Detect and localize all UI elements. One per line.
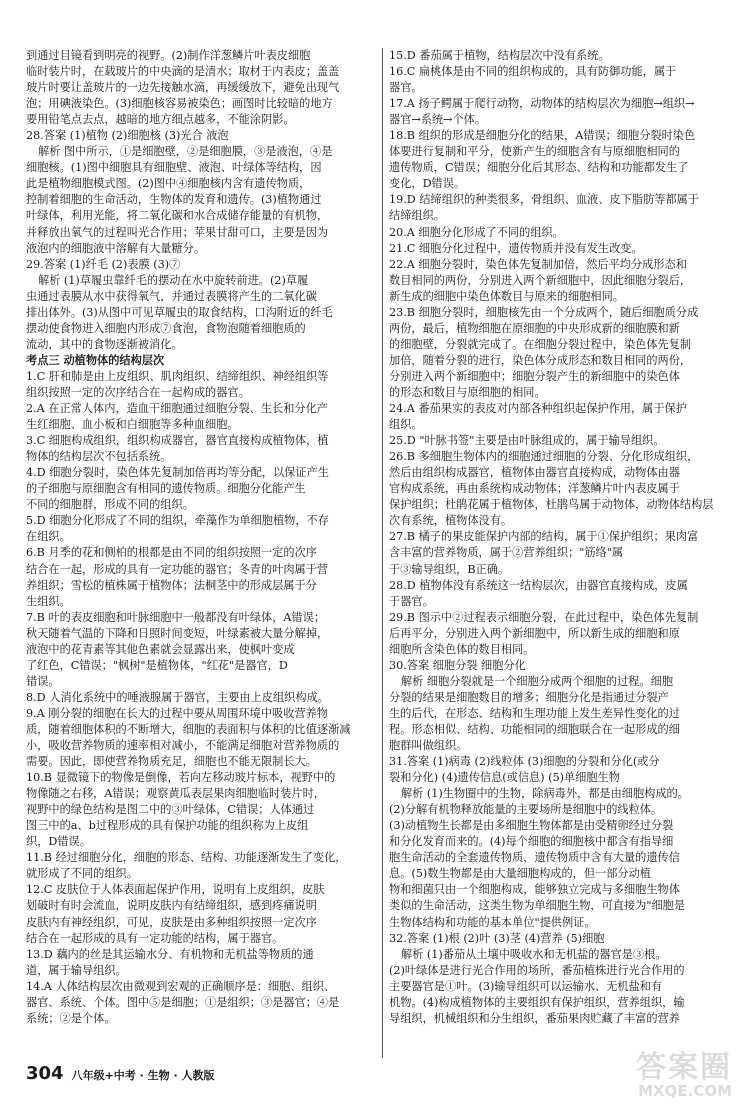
text-line: 次有系统，植物体没有。: [389, 514, 513, 528]
text-line: 息。(5)数生物都是由大量细胞构成的，但一部分动植: [389, 867, 651, 881]
text-line: 物体的结构层次不包括系统。: [26, 450, 172, 464]
text-line: 控制着细胞的生命活动，生物体的发育和遗传。(3)植物通过: [26, 193, 322, 207]
text-line: 就形成了不同的组织。: [26, 867, 138, 881]
text-line: 31.答案 (1)病毒 (2)线粒体 (3)细胞的分裂和分化(或分: [389, 755, 660, 769]
text-line: 组织。: [389, 418, 423, 432]
page-footer: [26, 1063, 214, 1085]
text-line: 13.D 藕内的丝是其运输水分、有机物和无机盐等物质的通: [26, 947, 314, 961]
text-line: 物像随之右移，A错误；观察黄瓜表层果肉细胞临时装片时，: [26, 787, 325, 801]
text-line: 加倍，随着分裂的进行，染色体分成形态和数目相同的两份，: [389, 353, 692, 367]
text-line: 结合在一起形成的具有一定功能的结构，属于器官。: [26, 931, 284, 945]
text-line: 1.C 肝和肺是由上皮组织、肌肉组织、结缔组织、神经组织等: [26, 369, 329, 383]
text-line: 9.A 刚分裂的细胞在长大的过程中要从周围环境中吸收营养物: [26, 706, 328, 720]
text-line: 秋天随着气温的下降和日照时间变短，叶绿素被大量分解掉，: [26, 626, 329, 640]
text-line: 皮肤内有神经组织，可见，皮肤是由多种组织按照一定次序: [26, 915, 317, 929]
text-line: 图三中的a、b过程形成的具有保护功能的组织称为上皮组: [26, 819, 309, 833]
text-line: 细胞核。(1)图中细胞具有细胞壁、液泡、叶绿体等结构，因: [26, 161, 322, 175]
text-line: 新生成的细胞中染色体数目与原来的细胞相同。: [389, 289, 624, 303]
text-line: 官构成系统，再由系统构成动物体；洋葱鳞片叶内表皮属于: [389, 482, 680, 496]
text-line: 裂和分化) (4)遗传信息(或信息) (5)单细胞生物: [389, 771, 620, 785]
book-title: 八年级+中考 · 生物 · 人教版: [71, 1069, 215, 1082]
text-line: 泡；用碘液染色。(3)细胞核容易被染色；画图时比较暗的地方: [26, 97, 333, 111]
text-line: 临时装片时，在载玻片的中央滴的是清水；取材于内表皮；盖盖: [26, 65, 340, 79]
text-line: 结合在一起，形成的具有一定功能的器官；冬青的叶肉属于营: [26, 562, 329, 576]
text-line: 流动，其中的食物逐渐被消化。: [26, 337, 183, 351]
text-line: 生红细胞、血小板和白细胞等多种血细胞。: [26, 418, 239, 432]
text-line: 解析 图中所示，①是细胞壁，②是细胞膜，③是液泡，④是: [38, 145, 333, 159]
text-line: 22.A 细胞分裂时，染色体先复制加倍，然后平均分成形态和: [389, 257, 687, 271]
text-line: 生物体结构和功能的基本单位"提供例证。: [389, 915, 596, 929]
text-line: 考点三 动植物体的结构层次: [26, 353, 165, 367]
text-line: 生的后代，在形态、结构和生理功能上发生差异性变化的过: [389, 706, 680, 720]
text-line: 需要。因此，即使营养物质充足，细胞也不能无限制长大。: [26, 755, 317, 769]
text-line: 液泡中的花青素等其他色素就会显露出来，使枫叶变成: [26, 642, 295, 656]
page-number: 304: [26, 1063, 64, 1084]
text-line: 分裂的结果是细胞数目的增多；细胞分化是指通过分裂产: [389, 690, 669, 704]
text-line: 排出体外。(3)从图中可见草履虫的取食结构，口沟附近的纤毛: [26, 305, 333, 319]
text-line: 于③输导组织，B正确。: [389, 562, 510, 576]
text-line: 3.C 细胞构成组织，组织构成器官，器官直接构成植物体，植: [26, 434, 329, 448]
text-line: 玻片时要让盖玻片的一边先接触水滴，再缓缓放下，避免出现气: [26, 81, 340, 95]
text-line: 8.D 人消化系统中的唾液腺属于器官，主要由上皮组织构成。: [26, 690, 329, 704]
text-line: 29.答案 (1)纤毛 (2)表膜 (3)⑦: [26, 257, 181, 271]
text-line: 18.B 组织的形成是细胞分化的结果，A错误；细胞分裂时染色: [389, 129, 696, 143]
text-line: 虫通过表膜从水中获得氧气，并通过表膜将产生的二氧化碳: [26, 289, 317, 303]
text-line: 21.C 细胞分化过程中，遗传物质并没有发生改变。: [389, 241, 643, 255]
text-line: 30.答案 细胞分裂 细胞分化: [389, 658, 526, 672]
text-line: 的细胞壁，分裂就完成了。在细胞分裂过程中，染色体先复制: [389, 337, 692, 351]
text-line: 小，吸收营养物质的速率相对减小，不能满足细胞对营养物质的: [26, 739, 340, 753]
text-line: 胞生命活动的全套遗传物质，遗传物质中含有大量的遗传信: [389, 851, 680, 865]
text-line: 分别进入两个新细胞中；细胞分裂产生的新细胞中的染色体: [389, 369, 680, 383]
text-line: 解析 (1)生物圈中的生物，除病毒外，都是由细胞构成的。: [401, 787, 689, 801]
text-line: 叶绿体，利用光能，将二氧化碳和水合成储存能量的有机物，: [26, 209, 329, 223]
text-line: 解析 (1)草履虫靠纤毛的摆动在水中旋转前进。(2)草履: [38, 273, 309, 287]
watermark-text: 答案圈: [636, 1050, 732, 1085]
text-line: 28.答案 (1)植物 (2)细胞核 (3)光合 液泡: [26, 129, 229, 143]
text-line: 了红色，C错误；"枫树"是植物体，"红花"是器官，D: [26, 658, 288, 672]
text-line: 摆动使食物进入细胞内形成⑦食泡，食物泡随着细胞质的: [26, 321, 306, 335]
text-line: 生组织。: [26, 594, 71, 608]
text-line: 2.A 在正常人体内，造血干细胞通过细胞分裂、生长和分化产: [26, 402, 328, 416]
left-column: [26, 48, 376, 1058]
text-line: 数目相同的两份，分别进入两个新细胞中，因此细胞分裂后，: [389, 273, 692, 287]
text-line: (3)动植物生长都是由多细胞生物体都是由受精卵经过分裂: [389, 819, 674, 833]
text-line: 并释放出氧气的过程叫光合作用；苹果甘甜可口，主要是因为: [26, 225, 329, 239]
text-line: 体要进行复制和平分，使新产生的细胞含有与原细胞相同的: [389, 145, 680, 159]
text-line: 15.D 番茄属于植物，结构层次中没有系统。: [389, 49, 610, 62]
text-line: 胞群叫做组织。: [389, 739, 468, 753]
text-line: 两份，最后，植物细胞在原细胞的中央形成新的细胞膜和新: [389, 321, 680, 335]
text-line: 6.B 月季的花和侧柏的根都是由不同的组织按照一定的次序: [26, 546, 317, 560]
text-line: 质，随着细胞体积的不断增大，细胞的表面积与体积的比值逐渐减: [26, 722, 351, 736]
text-line: 器官。: [389, 81, 423, 95]
text-line: 4.D 细胞分裂时，染色体先复制加倍再均等分配，以保证产生: [26, 466, 329, 480]
text-line: 11.B 经过细胞分化，细胞的形态、结构、功能逐渐发生了变化，: [26, 851, 347, 865]
text-line: 变化，D错误。: [389, 177, 466, 191]
text-line: 23.B 细胞分裂时，细胞核先由一个分成两个，随后细胞质分成: [389, 305, 699, 319]
text-line: 25.D "叶脉书签"主要是由叶脉组成的，属于输导组织。: [389, 434, 665, 448]
text-line: 解析 (1)番茄从土壤中吸收水和无机盐的器官是③根。: [401, 947, 667, 961]
text-line: 到通过目镜看到明亮的视野。(2)制作洋葱鳞片叶表皮细胞: [26, 49, 311, 62]
text-line: 机物。(4)构成植物体的主要组织有保护组织，营养组织，输: [389, 995, 685, 1009]
right-column: [389, 48, 737, 1058]
text-line: 道，属于输导组织。: [26, 963, 127, 977]
text-line: 17.A 扬子鳄属于爬行动物，动物体的结构层次为细胞→组织→: [389, 97, 695, 111]
text-line: 器官、系统、个体。图中⑤是细胞；①是组织；③是器官；④是: [26, 995, 340, 1009]
text-line: 含丰富的营养物质，属于②营养组织；"筋络"属: [389, 546, 624, 560]
text-line: 器官→系统→个体。: [389, 113, 487, 127]
text-line: 细胞所含染色体的数目相同。: [389, 642, 535, 656]
text-line: 养组织；雪松的植株属于植物体；法桐茎中的形成层属于分: [26, 578, 317, 592]
text-line: 24.A 番茄果实的表皮对内部各种组织起保护作用，属于保护: [389, 402, 687, 416]
text-line: 主要器官是①叶。(3)输导组织可以运输水、无机盐和有: [389, 979, 663, 993]
text-line: 和分化发育而来的。(4)每个细胞的细胞核中都含有指导细: [389, 835, 674, 849]
text-line: 28.D 植物体没有系统这一结构层次，由器官直接构成，皮属: [389, 578, 688, 592]
text-line: (2)叶绿体是进行光合作用的场所，番茄植株进行光合作用的: [389, 963, 685, 977]
text-line: 保护组织；杜鹃花属于植物体，杜鹃鸟属于动物体，动物体结构层: [389, 498, 714, 512]
text-line: 在组织。: [26, 530, 71, 544]
text-line: 组织按照一定的次序结合在一起构成的器官。: [26, 385, 250, 399]
text-line: 划破时有时会流血，说明皮肤内有结缔组织，感到疼痛说明: [26, 899, 317, 913]
text-line: 12.C 皮肤位于人体表面起保护作用，说明有上皮组织，皮肤: [26, 883, 325, 897]
column-divider: [382, 48, 383, 1058]
text-line: 视野中的绿色结构是图二中的③叶绿体，C错误；人体通过: [26, 803, 315, 817]
text-line: 19.D 结缔组织的种类很多，骨组织、血液、皮下脂肪等都属于: [389, 193, 700, 207]
text-line: 10.B 显微镜下的物像是倒像，若向左移动玻片标本，视野中的: [26, 771, 336, 785]
text-line: (2)分解有机物释放能量的主要场所是细胞中的线粒体。: [389, 803, 663, 817]
text-line: 此是植物细胞模式图。(2)图中④细胞核内含有遗传物质，: [26, 177, 311, 191]
watermark-logo: [618, 1038, 738, 1110]
text-line: 14.A 人体结构层次由微观到宏观的正确顺序是：细胞、组织、: [26, 979, 336, 993]
watermark-url: MXQE.COM: [638, 1082, 732, 1100]
text-line: 7.B 叶的表皮细胞和叶脉细胞中一般都没有叶绿体，A错误；: [26, 610, 326, 624]
text-line: 然后由组织构成器官，植物体由器官直接构成，动物体由器: [389, 466, 680, 480]
text-line: 液泡内的细胞液中溶解有大量糖分。: [26, 241, 206, 255]
text-line: 的子细胞与原细胞含有相同的遗传物质。细胞分化能产生: [26, 482, 306, 496]
text-line: 26.B 多细胞生物体内的细胞通过细胞的分裂、分化形成组织，: [389, 450, 699, 464]
text-line: 16.C 扁桃体是由不同的组织构成的，具有防御功能，属于: [389, 65, 677, 79]
text-line: 27.B 橘子的果皮能保护内部的结构，属于①保护组织；果肉富: [389, 530, 699, 544]
text-line: 错误。: [26, 674, 60, 688]
text-line: 不同的细胞群，形成不同的组织。: [26, 498, 194, 512]
text-line: 程。形态相似、结构、功能相同的细胞联合在一起形成的细: [389, 722, 680, 736]
text-line: 的形态和数目与原细胞的相同。: [389, 385, 546, 399]
text-line: 20.A 细胞分化形成了不同的组织。: [389, 225, 564, 239]
text-line: 织，D错误。: [26, 835, 91, 849]
text-line: 遗传物质，C错误；细胞分化后其形态、结构和功能都发生了: [389, 161, 689, 175]
text-line: 物和细菌只由一个细胞构成，能够独立完成与多细胞生物体: [389, 883, 680, 897]
text-line: 于器官。: [389, 594, 434, 608]
text-line: 要用铅笔点去点，越暗的地方细点越多，不能涂阴影。: [26, 113, 295, 127]
text-line: 5.D 细胞分化形成了不同的组织，牵藻作为单细胞植物，不存: [26, 514, 329, 528]
text-line: 32.答案 (1)根 (2)叶 (3)茎 (4)营养 (5)细胞: [389, 931, 605, 945]
text-line: 导组织，机械组织和分生组织，番茄果肉贮藏了丰富的营养: [389, 1011, 680, 1025]
text-line: 29.B 图示中②过程表示细胞分裂，在此过程中，染色体先复制: [389, 610, 699, 624]
text-line: 解析 细胞分裂就是一个细胞分成两个细胞的过程。细胞: [401, 674, 674, 688]
text-line: 类似的生命活动，这类生物为单细胞生物，可直接为"细胞是: [389, 899, 686, 913]
text-line: 结缔组织。: [389, 209, 445, 223]
text-line: 系统；②是个体。: [26, 1011, 116, 1025]
text-line: 后再平分，分别进入两个新细胞中，所以新生成的细胞和原: [389, 626, 680, 640]
